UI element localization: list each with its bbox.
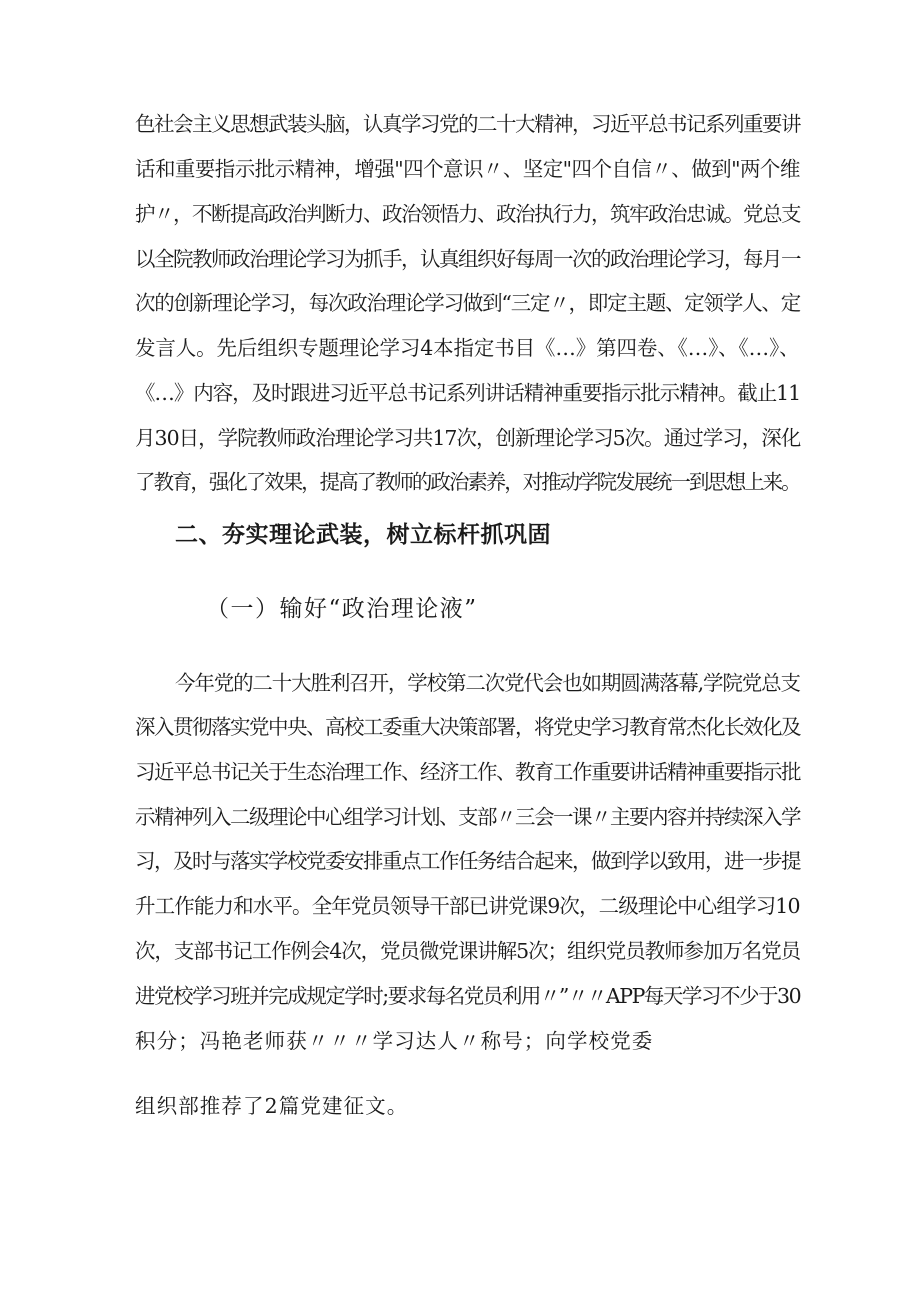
paragraph-2-line-6: 升工作能力和水平。全年党员领导干部已讲党课9次，二级理论中心组学习10 <box>135 894 800 918</box>
paragraph-2-line-5: 习，及时与落实学校党委安排重点工作任务结合起来，做到学以致用，进一步提 <box>135 849 800 873</box>
paragraph-2-line-4: 示精神列入二级理论中心组学习计划、支部〃三会一课〃主要内容并持续深入学 <box>135 805 800 829</box>
paragraph-1-line-2: 话和重要指示批示精神，增强"四个意识〃、坚定"四个自信〃、做到"两个维 <box>135 157 800 181</box>
subsection-heading: （一）输好“政治理论液” <box>206 596 478 622</box>
paragraph-1-line-8: 月30日，学院教师政治理论学习共17次，创新理论学习5次。通过学习，深化 <box>135 426 801 450</box>
paragraph-2-line-3: 习近平总书记关于生态治理工作、经济工作、教育工作重要讲话精神重要指示批 <box>135 760 800 784</box>
paragraph-2-line-1: 今年党的二十大胜利召开，学校第二次党代会也如期圆满落幕,学院党总支 <box>175 671 800 695</box>
paragraph-2-line-9: 积分；冯艳老师获〃〃〃学习达人〃称号；向学校党委 <box>135 1029 654 1053</box>
paragraph-2-line-8: 进党校学习班并完成规定学时;要求每名党员利用〃”〃〃APP每天学习不少于30 <box>135 984 801 1008</box>
paragraph-1-line-7: 《…》内容，及时跟进习近平总书记系列讲话精神重要指示批示精神。截止11 <box>135 381 801 405</box>
paragraph-1-line-9: 了教育，强化了效果，提高了教师的政治素养，对推动学院发展统一到思想上来。 <box>135 470 800 494</box>
paragraph-2-line-7: 次，支部书记工作例会4次，党员微党课讲解5次；组织党员教师参加万名党员 <box>135 939 801 963</box>
paragraph-3-line-1: 组织部推荐了2篇党建征文。 <box>135 1094 409 1118</box>
paragraph-1-line-4: 以全院教师政治理论学习为抓手，认真组织好每周一次的政治理论学习，每月一 <box>135 247 800 271</box>
paragraph-1-line-3: 护〃，不断提高政治判断力、政治领悟力、政治执行力，筑牢政治忠诚。党总支 <box>135 202 800 226</box>
paragraph-1-line-5: 次的创新理论学习，每次政治理论学习做到“三定〃，即定主题、定领学人、定 <box>135 291 800 315</box>
paragraph-2-line-2: 深入贯彻落实党中央、高校工委重大决策部署，将党史学习教育常杰化长效化及 <box>135 715 800 739</box>
paragraph-1-line-1: 色社会主义思想武装头脑，认真学习党的二十大精神，习近平总书记系列重要讲 <box>135 112 800 136</box>
section-heading: 二、夯实理论武装，树立标杆抓巩固 <box>175 522 551 548</box>
paragraph-1-line-6: 发言人。先后组织专题理论学习4本指定书目《…》第四卷、《…》、《…》、 <box>135 336 800 360</box>
